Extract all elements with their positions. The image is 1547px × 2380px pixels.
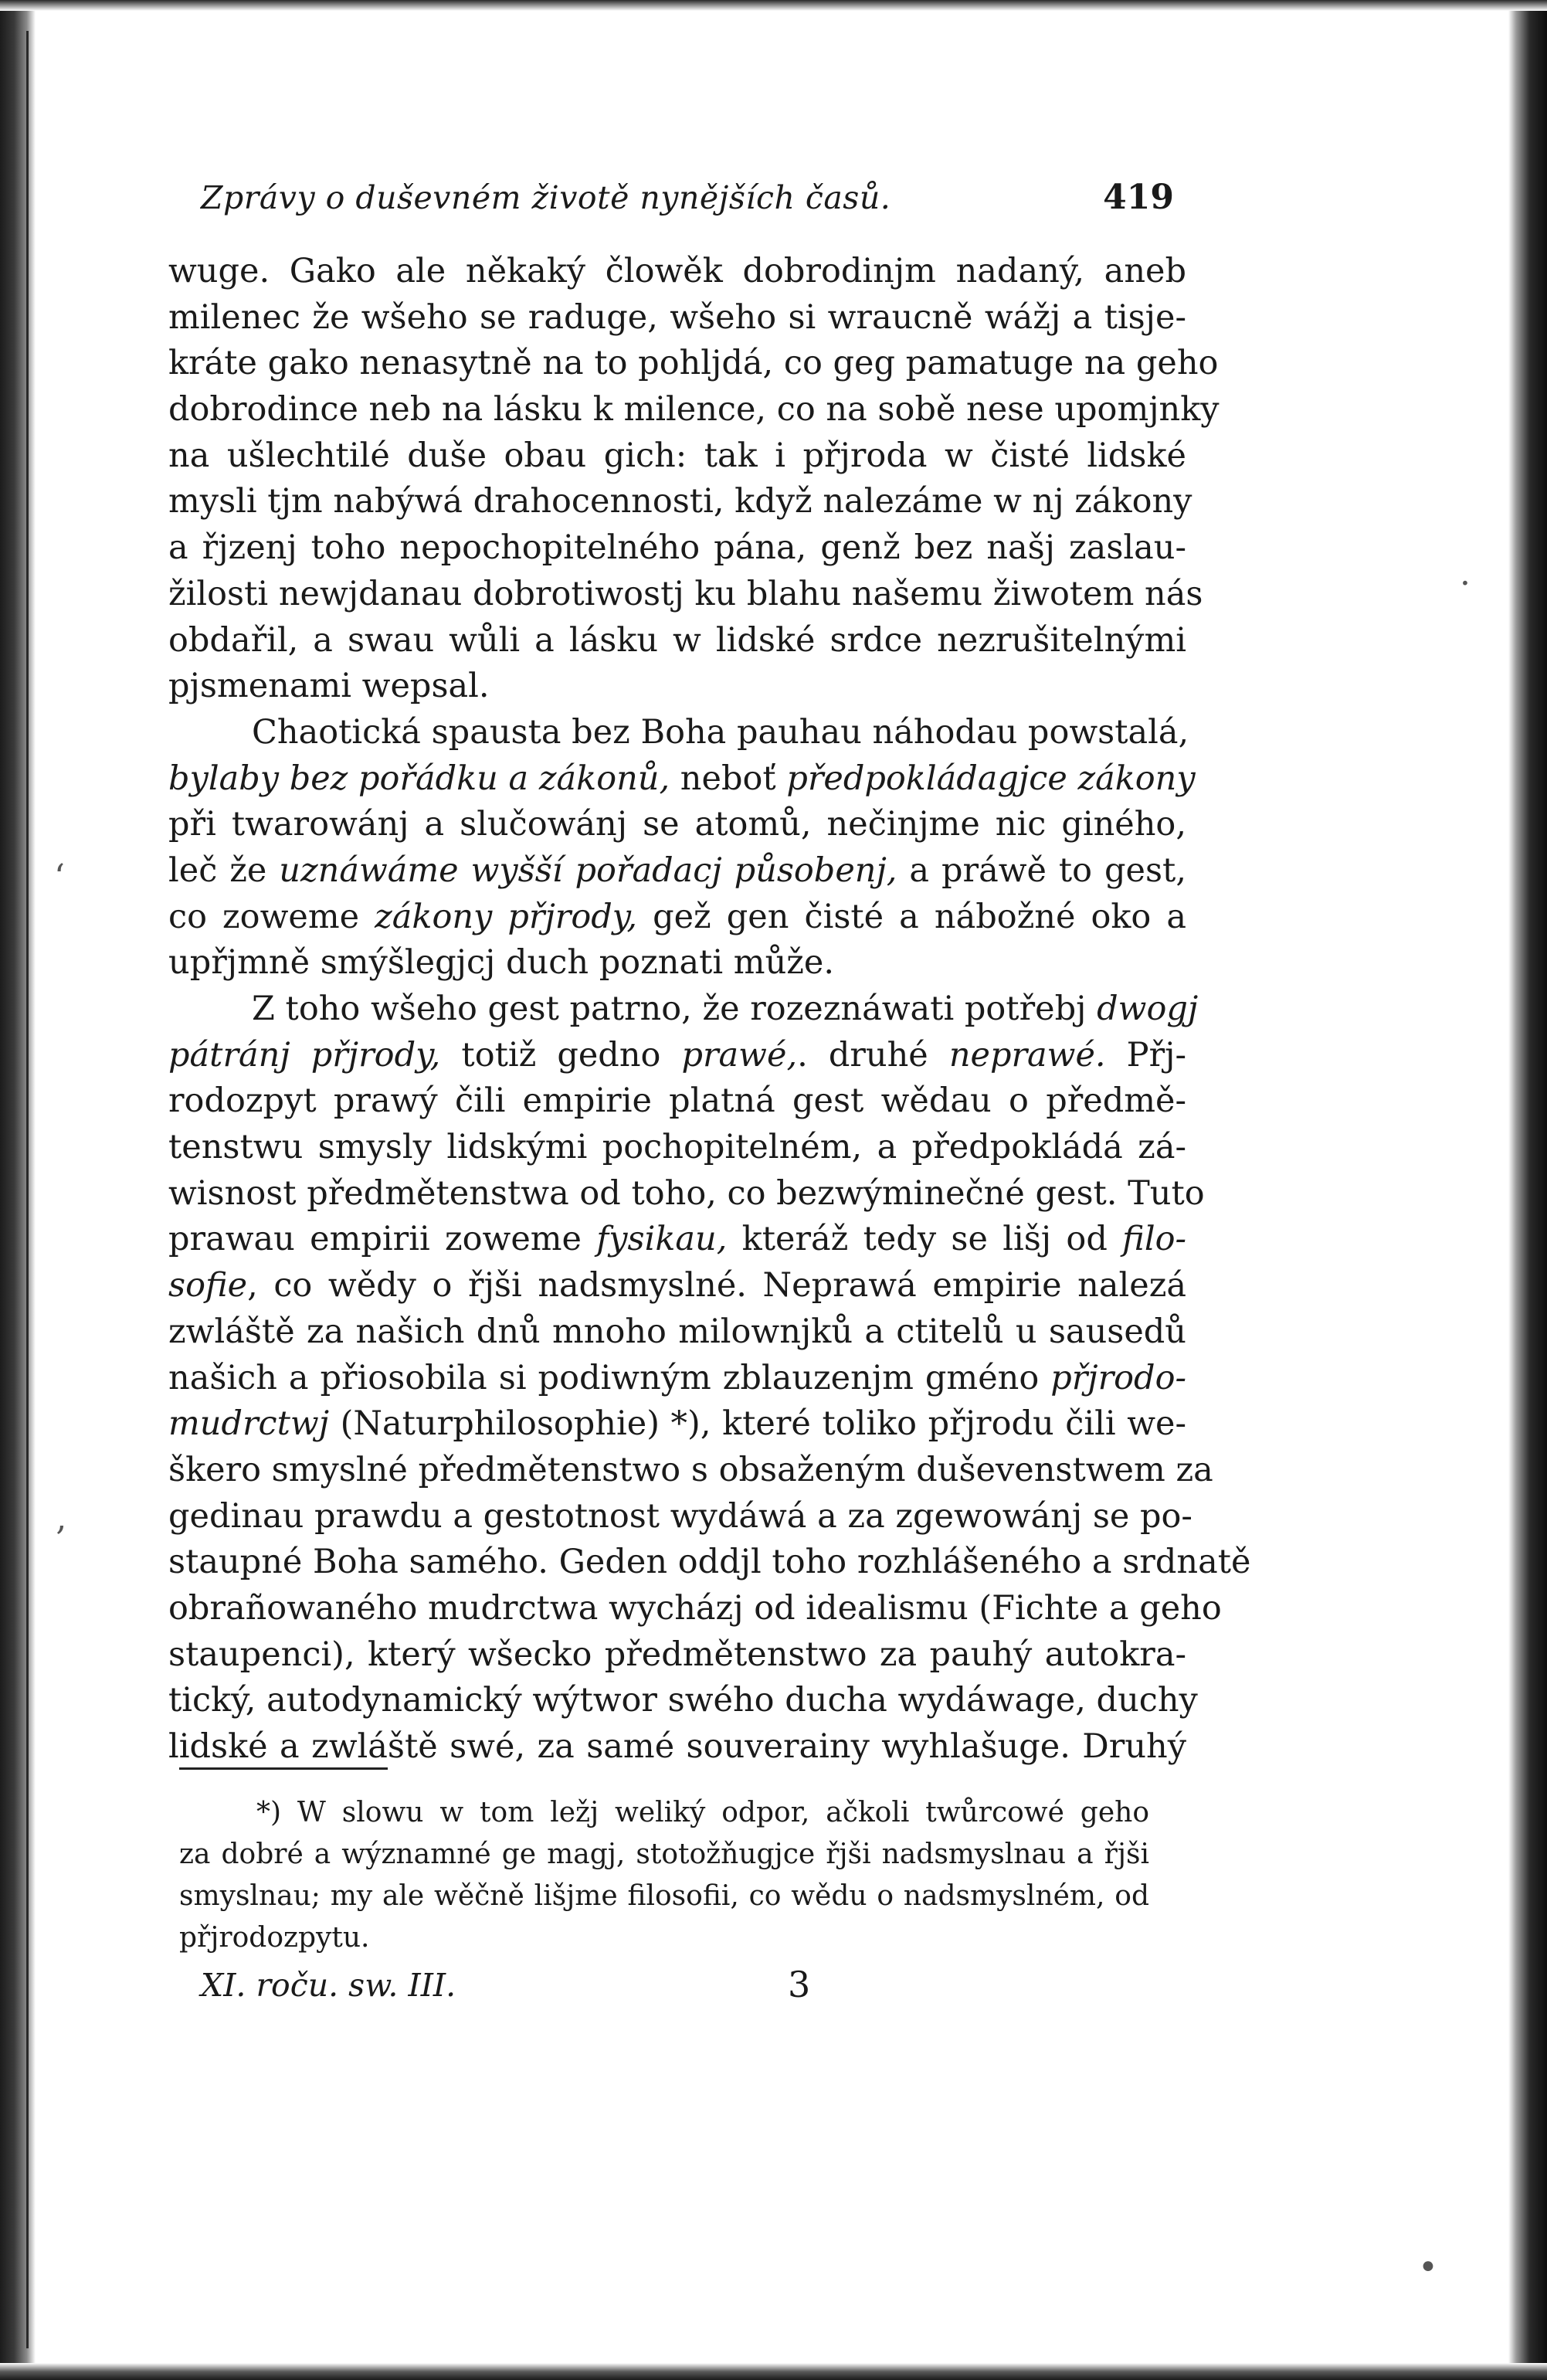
scan-edge-top [0,0,1547,11]
text-line: staupné Boha samého. Geden oddjl toho rozhlášeného a srdnatě [168,1543,1251,1582]
text-span: kteráž tedy se lišj od [727,1220,1123,1259]
text-line: wuge. Gako ale někaký člowěk dobrodinjm nadaný, aneb [168,252,1186,290]
text-line: staupenci), který wšecko předmětenstwo za pauhý autokra- [168,1635,1186,1674]
text-span: . druhé [797,1035,949,1075]
text-line [168,1356,1186,1402]
italic-span: sofie [168,1266,248,1305]
text-line [168,986,1199,1033]
signature-sheet-number: 3 [788,1964,811,2005]
text-line [168,1263,1186,1309]
text-line: tenstwu smysly lidskými pochopitelném, a předpokládá zá- [168,1128,1186,1167]
text-span: Chaotická spausta bez Boha pauhau náhodau powstalá, [252,712,1189,752]
italic-span: filo- [1122,1220,1186,1259]
text-line: rodozpyt prawý čili empirie platná gest wědau o předmě- [168,1081,1186,1121]
footnote-line: přjrodozpytu. [179,1922,370,1954]
italic-span: neprawé. [948,1035,1106,1075]
text-line: gedinau prawdu a gestotnost wydáwá a za zgewowánj se po- [168,1496,1192,1536]
italic-span: mudrctwj [168,1404,330,1444]
text-line: upřjmně smýšlegjcj duch poznati může. [168,943,835,983]
scan-edge-left-line [26,31,29,2348]
text-span: totiž gedno [440,1035,682,1075]
italic-span: zákony přjrody, [375,897,638,936]
text-line: tický, autodynamický wýtwor swého ducha wydáwage, duchy [168,1681,1198,1720]
text-line [168,1033,1186,1079]
signature-volume: XI. roču. sw. III. [201,1967,456,2004]
footnote-rule [179,1767,388,1770]
text-line: a řjzenj toho nepochopitelného pána, genž bez našj zaslau- [168,528,1186,568]
text-line: při twarowánj a slučowánj se atomů, nečinjme nic giného, [168,805,1186,844]
italic-span: prawé, [681,1035,798,1075]
text-line: obdařil, a swau wůli a lásku w lidské srdce nezrušitelnými [168,620,1186,660]
footnote-line: za dobré a wýznamné ge magj, stotožňugjce řjši nadsmyslnau a řjši [179,1838,1149,1870]
text-line [168,1401,1186,1448]
text-span: a práwě to gest, [897,850,1187,890]
text-line: na ušlechtilé duše obau gich: tak i přjroda w čisté lidské [168,436,1186,475]
text-span: Z toho wšeho gest patrno, že rozeznáwati potřebj [252,990,1097,1028]
italic-span: předpokládagjce zákony [786,759,1196,798]
text-line: pjsmenami wepsal. [168,667,490,706]
text-line: žilosti newjdanau dobrotiwostj ku blahu našemu žiwotem nás [168,574,1203,613]
italic-span: dwogj [1097,990,1199,1028]
text-line [168,1217,1186,1263]
text-span: , co wědy o řjši nadsmyslné. Neprawá empirie nalezá [247,1266,1186,1305]
text-line: zwláště za našich dnů mnoho milownjků a ctitelů u sausedů [168,1312,1186,1351]
text-line: lidské a zwláště swé, za samé souverainy wyhlašuge. Druhý [168,1727,1186,1766]
page-header [170,179,1174,226]
printer-signature [201,1964,819,2013]
text-line: milenec že wšeho se raduge, wšeho si wraucně wážj a tisje- [168,297,1186,337]
italic-span: pátránj přjrody, [168,1035,441,1075]
italic-span: bylaby bez pořádku a zákonů, [168,759,670,798]
margin-mark: · [1460,564,1471,603]
scan-edge-bottom [0,2363,1547,2380]
text-span: neboť [670,759,787,798]
text-line [168,895,1186,941]
italic-span: uznáwáme wyšší pořadacj působenj, [279,850,897,890]
text-span: Přj- [1105,1035,1186,1075]
page-number: 419 [1103,178,1174,217]
margin-mark: • [1418,2248,1438,2287]
margin-mark: ‘ [54,857,65,897]
text-span: co zoweme [168,897,375,936]
main-text [168,249,1251,1771]
footnote [179,1792,1149,1959]
margin-mark: ‚ [56,1499,66,1538]
scan-edge-left [0,0,36,2380]
italic-span: přjrodo- [1050,1358,1186,1397]
text-line: škero smyslné předmětenstwo s obsaženým duševenstwem za [168,1450,1213,1489]
text-line: obrañowaného mudrctwa wycházj od idealismu (Fichte a geho [168,1588,1222,1628]
text-line: kráte gako nenasytně na to pohljdá, co geg pamatuge na geho [168,344,1219,383]
text-span: prawau empirii zoweme [168,1220,597,1259]
text-span: našich a přiosobila si podiwným zblauzenjm gméno [168,1358,1051,1397]
scan-edge-right [1508,0,1547,2380]
text-line: dobrodince neb na lásku k milence, co na sobě nese upomjnky [168,390,1220,429]
text-span: gež gen čisté a nábožné oko a [637,897,1187,936]
text-span: leč že [168,850,280,890]
text-line: mysli tjm nabýwá drahocennosti, když nalezáme w nj zákony [168,482,1192,521]
text-line [168,756,1196,803]
text-line: wisnost předmětenstwa od toho, co bezwýminečné gest. Tuto [168,1173,1205,1213]
italic-span: fysikau, [596,1220,728,1259]
text-line [168,710,1189,756]
footnote-line: smyslnau; my ale wěčně lišjme filosofii, co wědu o nadsmyslném, od [179,1880,1149,1912]
text-span: (Naturphilosophie) *), které toliko přjrodu čili we- [329,1404,1186,1444]
running-title: Zprávy o duševném životě nynějších časů. [201,179,891,216]
text-line [168,848,1186,895]
footnote-line: *) W slowu w tom ležj weliký odpor, ačkoli twůrcowé geho [256,1797,1149,1828]
